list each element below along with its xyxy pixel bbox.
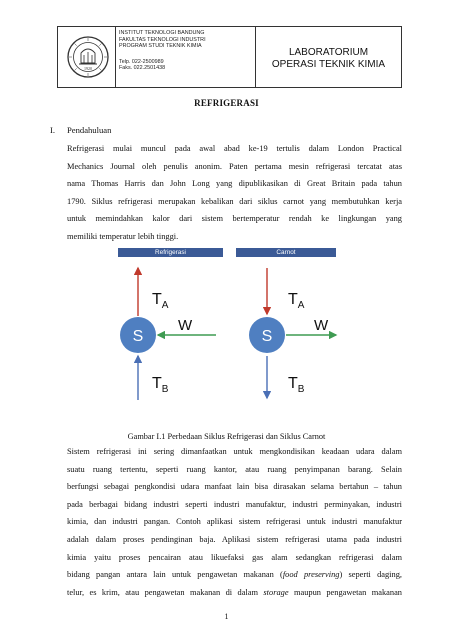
fax-line: Faks. 022.2501438 — [119, 65, 166, 72]
paragraph-line: 1790. Siklus refrigerasi merupakan kebalikan dari siklus carnot yang membutuhkan kerja — [67, 196, 402, 206]
cycle-diagram — [118, 248, 338, 430]
text-run: adalah dalam proses pendinginan baja. Aplikasi sistem refrigerasi utama pada industri — [67, 534, 402, 544]
institution-line: INSTITUT TEKNOLOGI BANDUNG — [119, 30, 205, 36]
paragraph-line — [67, 531, 402, 549]
text-run: kimia, dan industri pangan. Contoh aplikasi sistem refrigerasi untuk industri manufaktur — [67, 517, 402, 527]
paragraph-line — [67, 566, 402, 584]
page-number: 1 — [224, 612, 229, 621]
institution-info-cell — [116, 27, 256, 87]
section-title: Pendahuluan — [67, 125, 112, 135]
paragraph-line: Mechanics Journal oleh penulis anonim. Paten pertama mesin refrigerasi tercatat atas — [67, 161, 402, 171]
italic-term: storage — [263, 587, 289, 597]
section-number: I. — [50, 125, 56, 135]
paragraph-line — [67, 584, 402, 602]
system-label: S — [261, 328, 273, 345]
paragraph-line: Refrigerasi mulai muncul pada awal abad ke-19 tertulis dalam London Practical — [67, 144, 402, 153]
letterhead-table — [57, 26, 402, 88]
italic-term: food preserving — [282, 570, 340, 580]
work-label: W — [178, 317, 193, 334]
carnot-panel-label: Carnot — [236, 248, 336, 257]
paragraph-line — [67, 496, 402, 514]
text-run: ) seperti daging, — [339, 570, 402, 580]
figure-caption: Gambar I.1 Perbedaan Siklus Refrigerasi dan Siklus Carnot — [127, 432, 326, 441]
text-run: pada berbagai bidang industri seperti industri manufaktur, industri perminyakan, industri — [67, 499, 402, 509]
logo-cell — [58, 27, 116, 87]
section-heading — [50, 125, 111, 135]
cycle-comparison-figure — [118, 248, 338, 430]
paragraph-line: nama Thomas Harris dan John Long yang dipublikasikan di Great Britain pada tahun — [67, 179, 402, 189]
text-run: telur, es krim, atau pengawetan makanan di dalam — [67, 587, 264, 597]
svg-text:1920: 1920 — [84, 66, 92, 71]
text-run: kimia yaitu proses pencairan atau likuefaksi gas alam sedangkan refrigerasi dalam — [67, 552, 402, 562]
lab-name-cell — [256, 27, 401, 87]
text-run: maupun pengawetan makanan — [288, 587, 402, 597]
document-title: REFRIGERASI — [194, 98, 259, 108]
itb-seal-icon — [66, 33, 110, 81]
paragraph-2 — [67, 443, 402, 601]
paragraph-1 — [67, 140, 402, 246]
paragraph-line: memiliki temperatur lebih tinggi. — [67, 231, 179, 241]
lab-line-1: LABORATORIUM — [288, 47, 369, 58]
text-run: bidang pangan antara lain untuk pengawetan makanan ( — [67, 570, 283, 580]
program-line: PROGRAM STUDI TEKNIK KIMIA — [119, 43, 202, 50]
text-run: suatu ruang tertentu, seperti ruang kantor, atau ruang penyimpanan barang. Selain — [67, 464, 402, 474]
paragraph-line — [67, 443, 402, 461]
faculty-line: FAKULTAS TEKNOLOGI INDUSTRI — [119, 36, 206, 43]
paragraph-line: untuk memindahkan kalor dari sistem bertemperatur rendah ke lingkungan yang — [67, 214, 402, 224]
text-run: Sistem refrigerasi ini sering dimanfaatkan untuk mengkondisikan keadaan udara dalam — [67, 447, 402, 456]
temperature-low-label: $T_B$ — [152, 375, 169, 395]
work-label: W — [314, 317, 329, 334]
paragraph-line — [67, 549, 402, 567]
lab-line-2: OPERASI TEKNIK KIMIA — [271, 59, 386, 70]
refrigeration-panel-label: Refrigerasi — [118, 248, 223, 257]
system-label: S — [132, 328, 144, 345]
paragraph-line — [67, 513, 402, 531]
paragraph-line — [67, 478, 402, 496]
temperature-high-label: $T_A$ — [288, 291, 305, 311]
temperature-high-label: $T_A$ — [152, 291, 169, 311]
temperature-low-label: $T_B$ — [288, 375, 305, 395]
text-run: berfungsi sebagai pengkondisi udara manfaat lain bisa dirasakan selama bertahun – tahun — [67, 482, 402, 492]
paragraph-line — [67, 461, 402, 479]
phone-line: Telp. 022-2500989 — [119, 58, 164, 65]
